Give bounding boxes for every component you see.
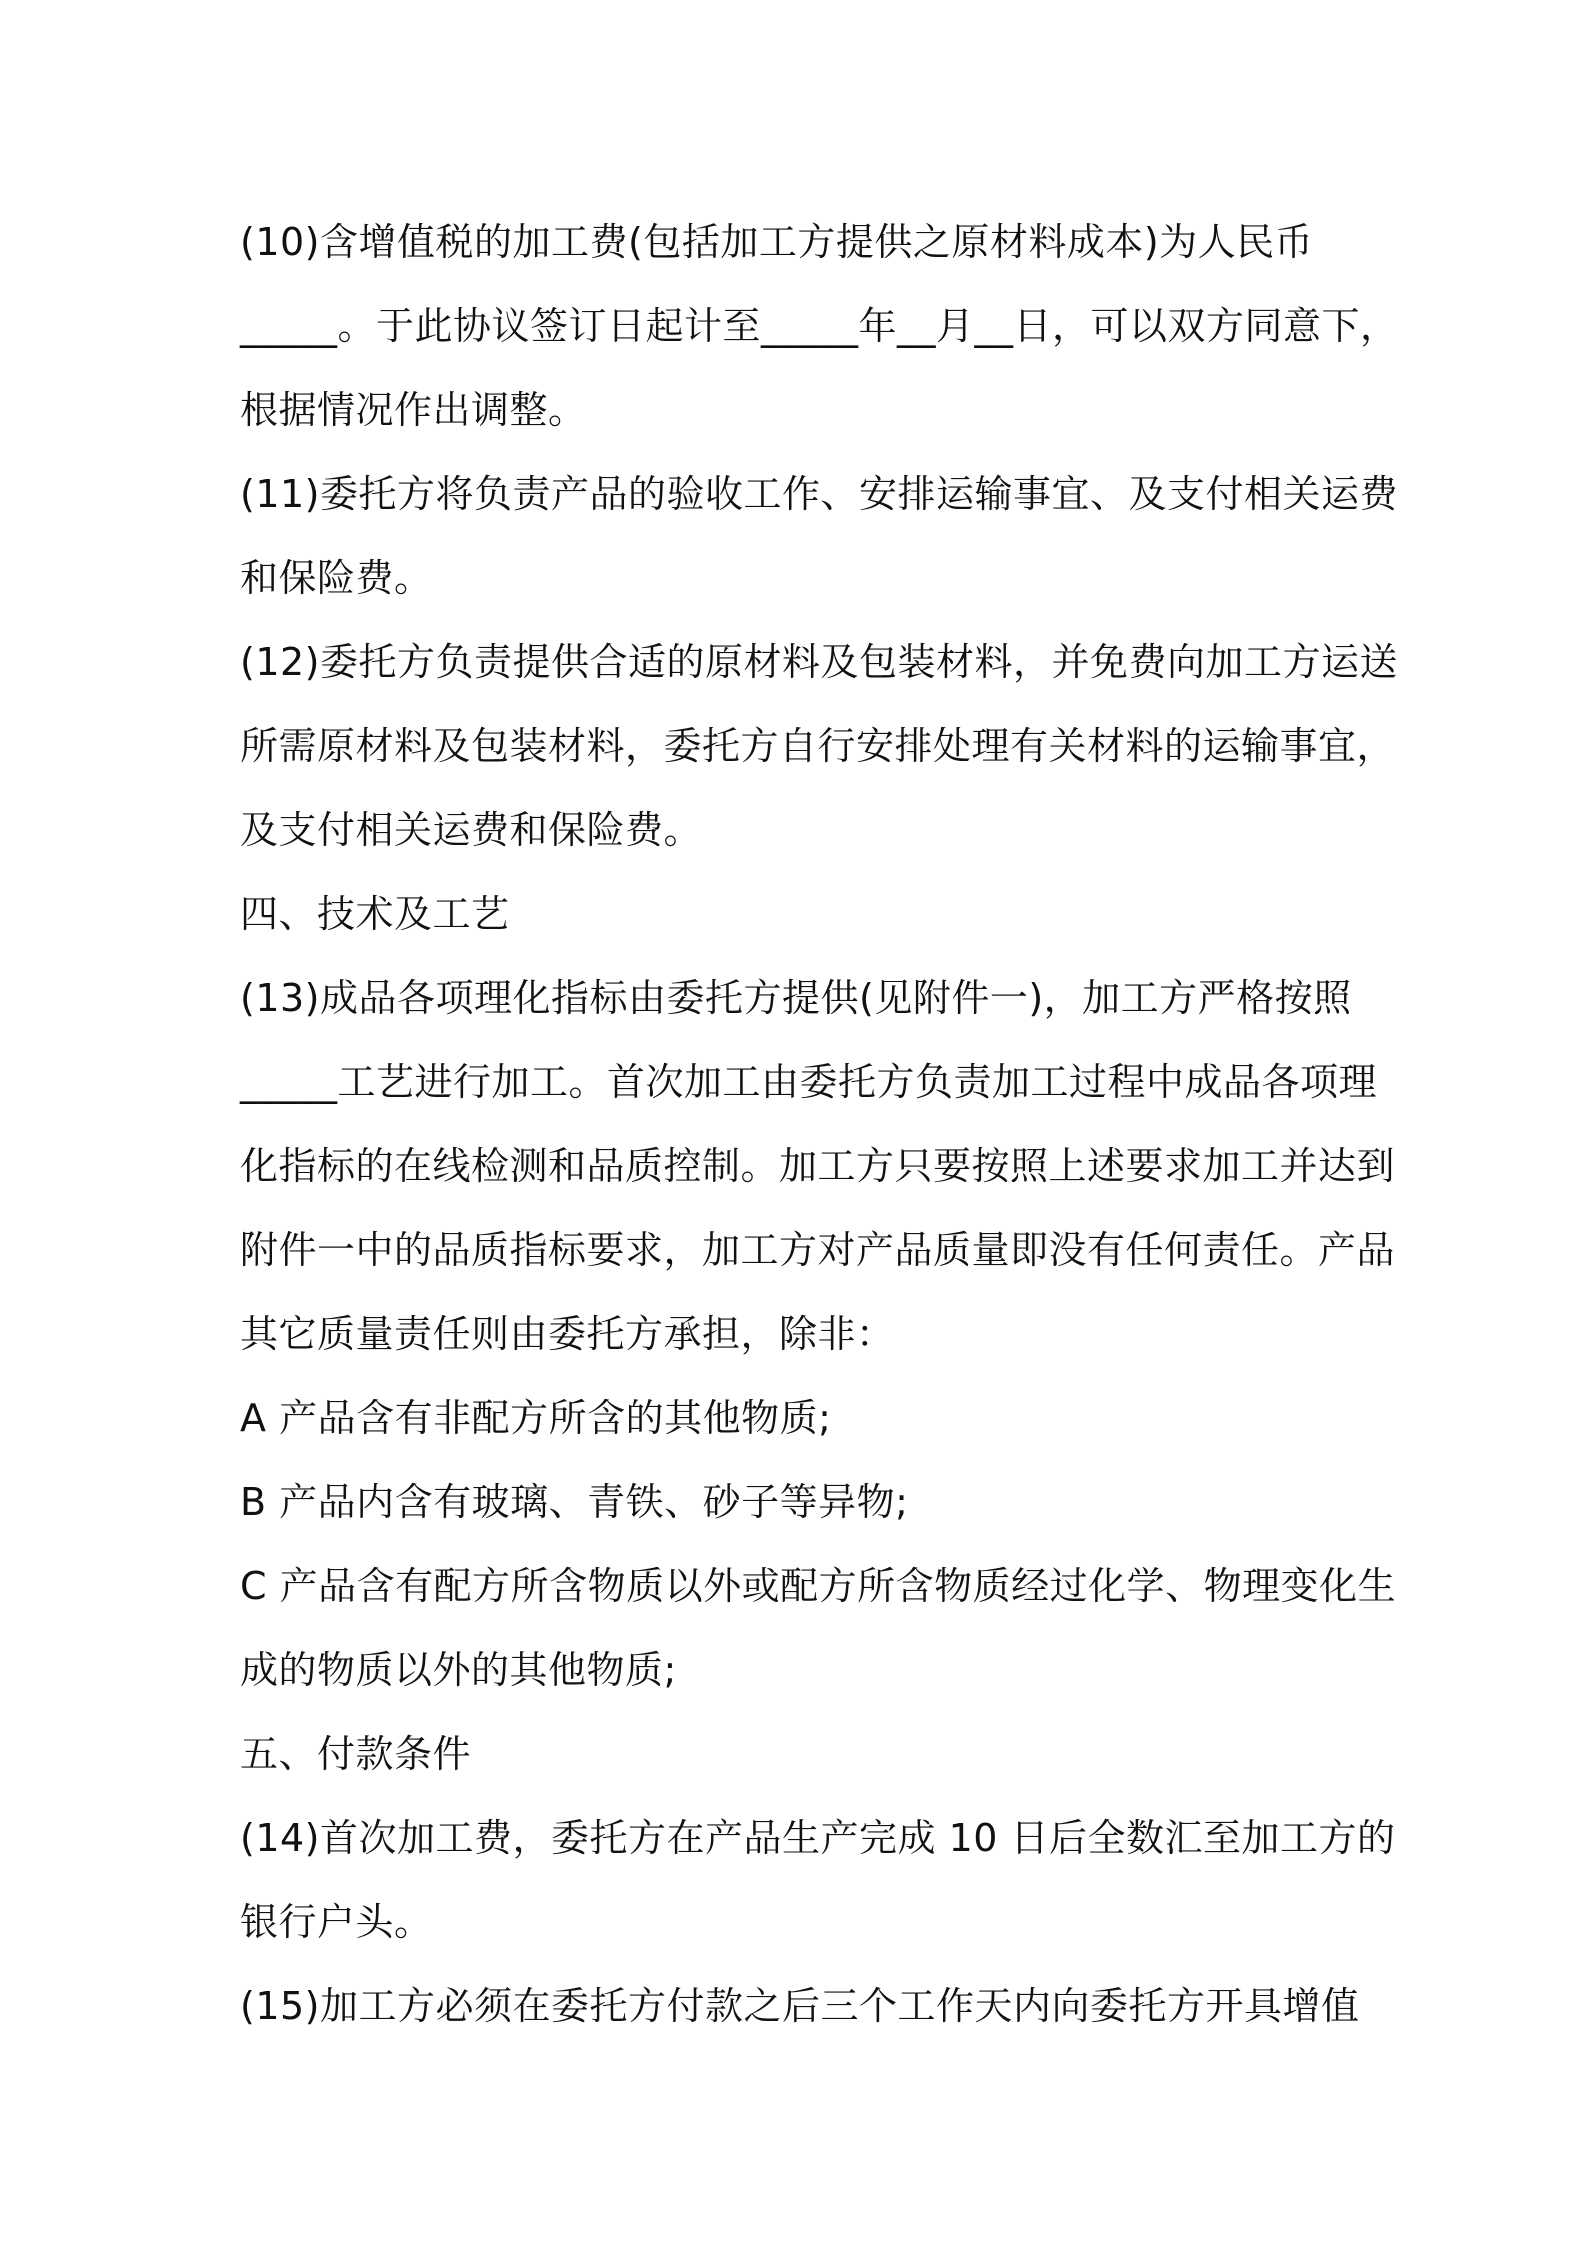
clause-13-line-3: 化指标的在线检测和品质控制。加工方只要按照上述要求加工并达到 — [240, 1144, 1396, 1188]
clause-14-line-1: (14)首次加工费，委托方在产品生产完成 10 日后全数汇至加工方的 — [240, 1816, 1396, 1860]
clause-11-line-1: (11)委托方将负责产品的验收工作、安排运输事宜、及支付相关运费 — [240, 472, 1399, 516]
clause-13-line-4: 附件一中的品质指标要求，加工方对产品质量即没有任何责任。产品 — [240, 1228, 1396, 1272]
section-heading-payment: 五、付款条件 — [240, 1732, 472, 1776]
clause-12-line-1: (12)委托方负责提供合适的原材料及包装材料，并免费向加工方运送 — [240, 640, 1399, 684]
clause-13-line-2: _____工艺进行加工。首次加工由委托方负责加工过程中成品各项理 — [240, 1060, 1378, 1104]
clause-14-line-2: 银行户头。 — [240, 1900, 433, 1944]
exception-item-c-line-1: C 产品含有配方所含物质以外或配方所含物质经过化学、物理变化生 — [240, 1564, 1397, 1608]
clause-10-line-2: _____。于此协议签订日起计至_____年__月__日，可以双方同意下， — [240, 304, 1399, 348]
document-body — [240, 200, 1399, 2048]
clause-11-line-2: 和保险费。 — [240, 556, 433, 600]
clause-10-line-1: (10)含增值税的加工费(包括加工方提供之原材料成本)为人民币 — [240, 220, 1314, 264]
clause-12-line-3: 及支付相关运费和保险费。 — [240, 808, 703, 852]
clause-13-line-5: 其它质量责任则由委托方承担，除非： — [240, 1312, 895, 1356]
section-heading-technology: 四、技术及工艺 — [240, 892, 510, 936]
clause-13-line-1: (13)成品各项理化指标由委托方提供(见附件一)，加工方严格按照 — [240, 976, 1352, 1020]
exception-item-c-line-2: 成的物质以外的其他物质; — [240, 1648, 677, 1692]
clause-15-line-1: (15)加工方必须在委托方付款之后三个工作天内向委托方开具增值 — [240, 1984, 1360, 2028]
clause-12-line-2: 所需原材料及包装材料，委托方自行安排处理有关材料的运输事宜， — [240, 724, 1396, 768]
clause-10-line-3: 根据情况作出调整。 — [240, 388, 587, 432]
exception-item-b: B 产品内含有玻璃、青铁、砂子等异物; — [240, 1480, 909, 1524]
exception-item-a: A 产品含有非配方所含的其他物质; — [240, 1396, 832, 1440]
